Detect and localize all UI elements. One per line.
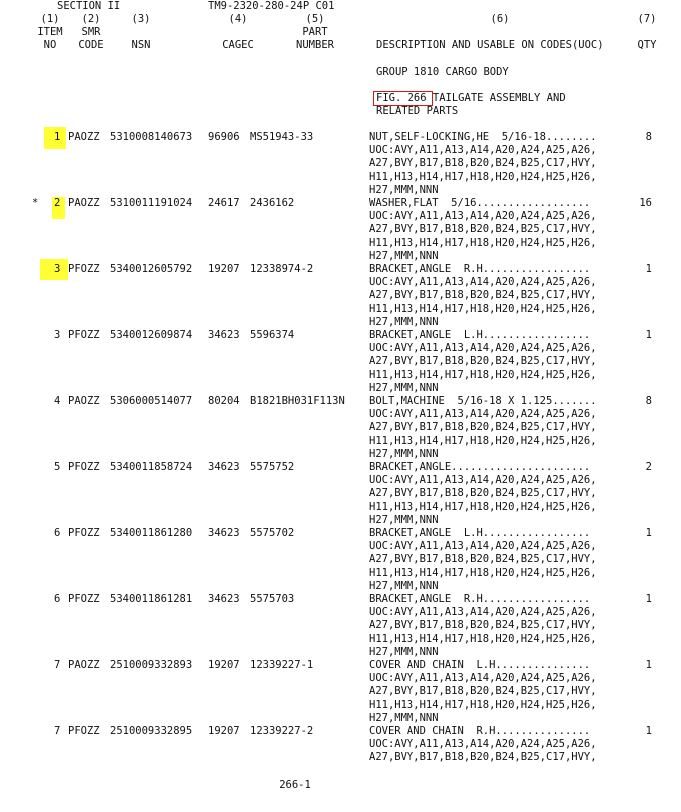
figure-title-line2: RELATED PARTS xyxy=(376,105,459,117)
row-description-line: H11,H13,H14,H17,H18,H20,H24,H25,H26, xyxy=(369,302,597,315)
row-description-line: UOC:AVY,A11,A13,A14,A20,A24,A25,A26, xyxy=(369,276,597,289)
row-part-number: 5575752 xyxy=(250,461,295,473)
row-smr-code: PFOZZ xyxy=(68,527,100,539)
row-description-line: A27,BVY,B17,B18,B20,B24,B25,C17,HVY, xyxy=(369,685,597,698)
row-description-line: A27,BVY,B17,B18,B20,B24,B25,C17,HVY, xyxy=(369,223,597,236)
row-description-line: UOC:AVY,A11,A13,A14,A20,A24,A25,A26, xyxy=(369,606,597,619)
row-item-number: 5 xyxy=(54,461,61,473)
row-nsn: 2510009332895 xyxy=(110,725,193,737)
group-heading: GROUP 1810 CARGO BODY xyxy=(376,66,509,78)
row-item-number: 2 xyxy=(54,197,61,209)
col-smr-label2: CODE xyxy=(78,39,104,51)
figure-title-line1: FIG. 266 TAILGATE ASSEMBLY AND xyxy=(376,92,566,104)
row-part-number: 12338974-2 xyxy=(250,263,314,275)
row-part-number: 5575703 xyxy=(250,593,295,605)
section-label: SECTION II xyxy=(57,0,121,12)
row-marker: * xyxy=(32,197,39,209)
row-description-line: UOC:AVY,A11,A13,A14,A20,A24,A25,A26, xyxy=(369,474,597,487)
col-item-label1: ITEM xyxy=(37,26,63,38)
row-description-line: BRACKET,ANGLE R.H................. xyxy=(369,593,591,605)
row-smr-code: PFOZZ xyxy=(68,461,100,473)
row-description-line: H11,H13,H14,H17,H18,H20,H24,H25,H26, xyxy=(369,566,597,579)
row-qty: 16 xyxy=(639,197,652,209)
row-qty: 1 xyxy=(645,329,652,341)
row-description-line: BRACKET,ANGLE L.H................. xyxy=(369,527,591,539)
row-description-line: BRACKET,ANGLE L.H................. xyxy=(369,329,591,341)
col-nsn-label: NSN xyxy=(131,39,151,51)
row-description-line: A27,BVY,B17,B18,B20,B24,B25,C17,HVY, xyxy=(369,751,597,764)
row-part-number: 12339227-2 xyxy=(250,725,314,737)
row-item-number: 4 xyxy=(54,395,61,407)
row-description-line: H11,H13,H14,H17,H18,H20,H24,H25,H26, xyxy=(369,632,597,645)
row-item-number: 7 xyxy=(54,725,61,737)
row-description-line: H11,H13,H14,H17,H18,H20,H24,H25,H26, xyxy=(369,500,597,513)
row-description-line: H11,H13,H14,H17,H18,H20,H24,H25,H26, xyxy=(369,170,597,183)
row-smr-code: PFOZZ xyxy=(68,593,100,605)
col-smr-label1: SMR xyxy=(81,26,101,38)
row-smr-code: PAOZZ xyxy=(68,131,100,143)
row-description-line: NUT,SELF-LOCKING,HE 5/16-18........ xyxy=(369,131,597,143)
row-description xyxy=(369,131,597,197)
row-description-line: A27,BVY,B17,B18,B20,B24,B25,C17,HVY, xyxy=(369,157,597,170)
row-qty: 1 xyxy=(645,593,652,605)
row-cagec: 34623 xyxy=(208,527,240,539)
row-description-line: A27,BVY,B17,B18,B20,B24,B25,C17,HVY, xyxy=(369,487,597,500)
col-cagec-label: CAGEC xyxy=(222,39,254,51)
row-smr-code: PAOZZ xyxy=(68,197,100,209)
row-smr-code: PFOZZ xyxy=(68,329,100,341)
row-part-number: 5596374 xyxy=(250,329,295,341)
row-cagec: 34623 xyxy=(208,593,240,605)
row-smr-code: PAOZZ xyxy=(68,659,100,671)
row-item-number: 6 xyxy=(54,593,61,605)
row-description-line: H27,MMM,NNN xyxy=(369,513,439,526)
row-nsn: 5306000514077 xyxy=(110,395,193,407)
row-description-line: H27,MMM,NNN xyxy=(369,183,439,196)
row-nsn: 5310008140673 xyxy=(110,131,193,143)
row-item-number: 6 xyxy=(54,527,61,539)
row-description xyxy=(369,395,597,461)
row-description-line: WASHER,FLAT 5/16.................. xyxy=(369,197,591,209)
row-description xyxy=(369,263,597,329)
row-description xyxy=(369,329,597,395)
row-qty: 1 xyxy=(645,725,652,737)
col-desc-num: (6) xyxy=(490,13,510,25)
row-qty: 2 xyxy=(645,461,652,473)
row-description-line: A27,BVY,B17,B18,B20,B24,B25,C17,HVY, xyxy=(369,355,597,368)
row-nsn: 5340012609874 xyxy=(110,329,193,341)
row-cagec: 96906 xyxy=(208,131,240,143)
row-cagec: 34623 xyxy=(208,461,240,473)
row-smr-code: PAOZZ xyxy=(68,395,100,407)
row-smr-code: PFOZZ xyxy=(68,725,100,737)
col-cagec-num: (4) xyxy=(228,13,248,25)
row-cagec: 24617 xyxy=(208,197,240,209)
row-qty: 1 xyxy=(645,659,652,671)
row-description-line: UOC:AVY,A11,A13,A14,A20,A24,A25,A26, xyxy=(369,210,597,223)
col-smr-num: (2) xyxy=(81,13,101,25)
col-part-label1: PART xyxy=(302,26,328,38)
row-nsn: 5340011861281 xyxy=(110,593,193,605)
row-part-number: 2436162 xyxy=(250,197,295,209)
row-nsn: 5340012605792 xyxy=(110,263,193,275)
row-description-line: BRACKET,ANGLE...................... xyxy=(369,461,591,473)
col-part-label2: NUMBER xyxy=(296,39,334,51)
row-nsn: 2510009332893 xyxy=(110,659,193,671)
manual-number: TM9-2320-280-24P C01 xyxy=(208,0,335,12)
col-qty-num: (7) xyxy=(637,13,657,25)
row-item-number: 3 xyxy=(54,329,61,341)
row-qty: 8 xyxy=(645,131,652,143)
col-qty-label: QTY xyxy=(637,39,657,51)
row-description-line: H27,MMM,NNN xyxy=(369,381,439,394)
row-description-line: UOC:AVY,A11,A13,A14,A20,A24,A25,A26, xyxy=(369,144,597,157)
row-description-line: H27,MMM,NNN xyxy=(369,315,439,328)
row-description-line: H27,MMM,NNN xyxy=(369,249,439,262)
col-desc-label: DESCRIPTION AND USABLE ON CODES(UOC) xyxy=(376,39,604,51)
row-qty: 8 xyxy=(645,395,652,407)
row-description xyxy=(369,197,597,263)
row-description-line: H27,MMM,NNN xyxy=(369,579,439,592)
row-description xyxy=(369,659,597,725)
row-cagec: 19207 xyxy=(208,263,240,275)
row-cagec: 80204 xyxy=(208,395,240,407)
row-description-line: A27,BVY,B17,B18,B20,B24,B25,C17,HVY, xyxy=(369,421,597,434)
row-cagec: 34623 xyxy=(208,329,240,341)
row-description xyxy=(369,725,597,765)
row-description-line: UOC:AVY,A11,A13,A14,A20,A24,A25,A26, xyxy=(369,672,597,685)
row-cagec: 19207 xyxy=(208,725,240,737)
row-description-line: H11,H13,H14,H17,H18,H20,H24,H25,H26, xyxy=(369,368,597,381)
col-item-label2: NO xyxy=(43,39,57,51)
row-smr-code: PFOZZ xyxy=(68,263,100,275)
row-nsn: 5340011861280 xyxy=(110,527,193,539)
row-description-line: A27,BVY,B17,B18,B20,B24,B25,C17,HVY, xyxy=(369,289,597,302)
row-description-line: A27,BVY,B17,B18,B20,B24,B25,C17,HVY, xyxy=(369,553,597,566)
row-nsn: 5340011858724 xyxy=(110,461,193,473)
row-item-number: 7 xyxy=(54,659,61,671)
row-description-line: H11,H13,H14,H17,H18,H20,H24,H25,H26, xyxy=(369,236,597,249)
col-item-num: (1) xyxy=(40,13,60,25)
row-description-line: H11,H13,H14,H17,H18,H20,H24,H25,H26, xyxy=(369,698,597,711)
row-qty: 1 xyxy=(645,263,652,275)
row-description-line: COVER AND CHAIN L.H............... xyxy=(369,659,591,671)
row-description xyxy=(369,593,597,659)
row-description-line: COVER AND CHAIN R.H............... xyxy=(369,725,591,737)
row-description-line: UOC:AVY,A11,A13,A14,A20,A24,A25,A26, xyxy=(369,738,597,751)
row-description-line: A27,BVY,B17,B18,B20,B24,B25,C17,HVY, xyxy=(369,619,597,632)
row-description xyxy=(369,461,597,527)
row-part-number: 12339227-1 xyxy=(250,659,314,671)
row-cagec: 19207 xyxy=(208,659,240,671)
row-description xyxy=(369,527,597,593)
row-part-number: B1821BH031F113N xyxy=(250,395,345,407)
row-item-number: 1 xyxy=(54,131,61,143)
row-qty: 1 xyxy=(645,527,652,539)
col-nsn-num: (3) xyxy=(131,13,151,25)
row-description-line: UOC:AVY,A11,A13,A14,A20,A24,A25,A26, xyxy=(369,540,597,553)
row-description-line: H27,MMM,NNN xyxy=(369,645,439,658)
row-description-line: H27,MMM,NNN xyxy=(369,447,439,460)
row-item-number: 3 xyxy=(54,263,61,275)
row-nsn: 5310011191024 xyxy=(110,197,193,209)
row-description-line: H11,H13,H14,H17,H18,H20,H24,H25,H26, xyxy=(369,434,597,447)
row-part-number: 5575702 xyxy=(250,527,295,539)
row-description-line: H27,MMM,NNN xyxy=(369,711,439,724)
row-description-line: BRACKET,ANGLE R.H................. xyxy=(369,263,591,275)
row-description-line: UOC:AVY,A11,A13,A14,A20,A24,A25,A26, xyxy=(369,408,597,421)
row-description-line: UOC:AVY,A11,A13,A14,A20,A24,A25,A26, xyxy=(369,342,597,355)
row-description-line: BOLT,MACHINE 5/16-18 X 1.125....... xyxy=(369,395,597,407)
row-part-number: MS51943-33 xyxy=(250,131,314,143)
page-number: 266-1 xyxy=(279,779,311,791)
col-part-num: (5) xyxy=(305,13,325,25)
